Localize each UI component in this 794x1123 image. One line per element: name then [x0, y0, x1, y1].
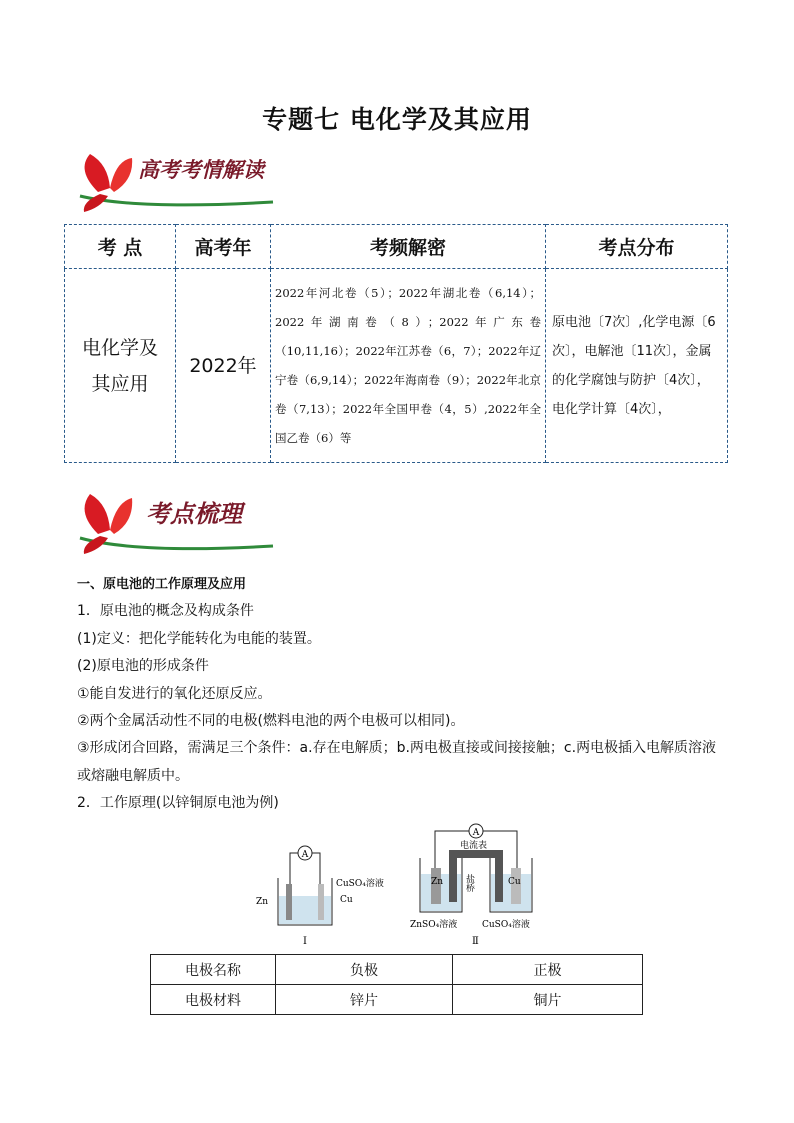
table-cell: 正极 — [453, 955, 643, 985]
cuso4-label: CuSO₄溶液 — [336, 879, 384, 889]
table-cell: 锌片 — [276, 985, 453, 1015]
topic-cell: 电化学及其应用 — [65, 269, 176, 463]
text-line: 2．工作原理(以锌铜原电池为例) — [77, 795, 279, 812]
cu-label: Cu — [340, 895, 353, 905]
table-header: 考 点 — [65, 225, 176, 269]
electrode-table — [150, 954, 643, 1015]
cu-label: Cu — [508, 877, 521, 887]
ammeter-text: 电流表 — [460, 841, 488, 851]
text-line: (1)定义：把化学能转化为电能的装置。 — [77, 630, 321, 647]
table-cell: 电极名称 — [151, 955, 276, 985]
galvanic-cell-figure — [250, 822, 550, 950]
section-body — [77, 571, 727, 818]
distribution-cell: 原电池〔7次〕,化学电源〔6次〕，电解池〔11次〕，金属的化学腐蚀与防护〔4次〕，电化学计算〔4次〕， — [546, 269, 728, 463]
table-row — [151, 955, 643, 985]
table-row — [65, 269, 728, 463]
table-cell: 负极 — [276, 955, 453, 985]
banner-title: 高考考情解读 — [138, 157, 264, 182]
znso4-label: ZnSO₄溶液 — [410, 920, 458, 930]
sources-cell: 2022年河北卷（5）；2022年湖北卷（6,14）；2022年湖南卷（8）；2022年广东卷（10,11,16）；2022年江苏卷（6，7）；2022年辽宁卷（6,9,14）；2022年海南卷（9）；2022年北京卷（7,13）；2022年全国甲卷（4，5）,2022年全国乙卷（6）等 — [271, 269, 546, 463]
cell-diagram-2 — [410, 824, 532, 947]
banner-title: 考点梳理 — [146, 499, 242, 528]
cuso4-label: CuSO₄溶液 — [482, 920, 530, 930]
zn-label: Zn — [431, 877, 444, 887]
text-line: ③形成闭合回路，需满足三个条件：a.存在电解质；b.两电极直接或间接接触；c.两电极插入电解质溶液或熔融电解质中。 — [77, 740, 717, 784]
table-header-row — [65, 225, 728, 269]
text-line: (2)原电池的形成条件 — [77, 658, 209, 675]
table-header: 高考年 — [176, 225, 271, 269]
text-line: ①能自发进行的氧化还原反应。 — [77, 685, 272, 702]
exam-summary-table — [64, 224, 728, 463]
table-cell: 电极材料 — [151, 985, 276, 1015]
figure-1-label: Ⅰ — [303, 936, 307, 947]
figure-2-label: Ⅱ — [472, 936, 479, 947]
text-line: ②两个金属活动性不同的电极(燃料电池的两个电极可以相同)。 — [77, 713, 465, 730]
table-cell: 铜片 — [453, 985, 643, 1015]
salt-bridge-label: 盐桥 — [464, 874, 474, 892]
section-banner-exam-analysis — [68, 150, 283, 216]
year-cell: 2022年 — [176, 269, 271, 463]
section-banner-key-points — [68, 490, 283, 556]
cell-diagram-1 — [256, 846, 384, 947]
ammeter-label: A — [301, 850, 309, 860]
ammeter-label: A — [472, 828, 480, 838]
table-header: 考频解密 — [271, 225, 546, 269]
text-line: 1．原电池的概念及构成条件 — [77, 603, 254, 620]
zn-label: Zn — [256, 897, 269, 907]
section-heading: 一、原电池的工作原理及应用 — [77, 577, 247, 592]
table-row — [151, 985, 643, 1015]
table-header: 考点分布 — [546, 225, 728, 269]
page-title: 专题七 电化学及其应用 — [262, 105, 532, 134]
